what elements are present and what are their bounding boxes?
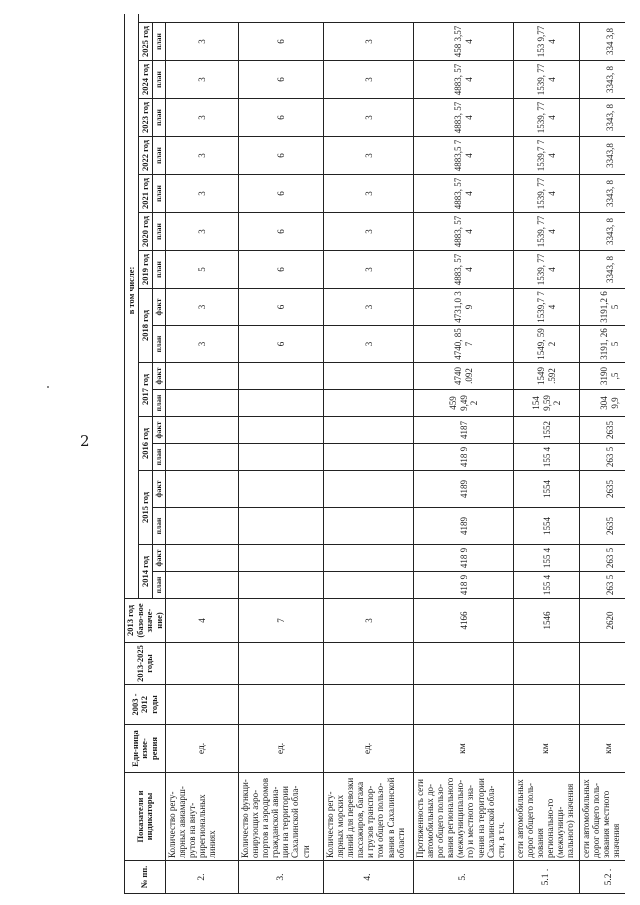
cell-plan-2018: 6 — [239, 326, 324, 363]
sub-plan-2015: план — [153, 508, 166, 545]
cell-2022: 3 — [324, 137, 414, 175]
cell-2013-2025 — [166, 643, 239, 685]
header-year-2019: 2019 год — [139, 251, 153, 289]
table-row — [239, 14, 324, 894]
sub-fact-2016: факт — [153, 417, 166, 444]
cell-plan-2016 — [239, 444, 324, 471]
cell-2024: 4883, 574 — [414, 61, 514, 99]
cell-plan-2014: 418 9 — [414, 572, 514, 599]
cell-fact-2018: 4731,0 39 — [414, 289, 514, 326]
cell-unit: ед. — [324, 725, 414, 773]
header-2013-2025: 2013-2025 годы — [125, 643, 166, 685]
cell-plan-2018: 3 — [166, 326, 239, 363]
header-year-2021: 2021 год — [139, 175, 153, 213]
cell-unit: ед. — [239, 725, 324, 773]
indicator-table-container — [124, 14, 625, 894]
cell-fact-2015: 4189 — [414, 471, 514, 508]
cell-plan-2016: 155 4 — [514, 444, 580, 471]
cell-base-2013: 2620 — [580, 599, 625, 643]
cell-2021: 3343, 8 — [580, 175, 625, 213]
header-year-2025: 2025 год — [139, 23, 153, 61]
cell-2013-2025 — [580, 643, 625, 685]
cell-plan-2017: 304 9,9 — [580, 390, 625, 417]
header-2013-base: 2013 год (базо-вое значе-ние) — [125, 599, 166, 643]
rotated-page — [124, 14, 625, 894]
cell-2003-2012 — [514, 685, 580, 725]
sub-plan-2014: план — [153, 572, 166, 599]
cell-2019: 4883, 574 — [414, 251, 514, 289]
header-year-2018: 2018 год — [139, 289, 153, 363]
cell-2013-2025 — [324, 643, 414, 685]
cell-2021: 4883, 574 — [414, 175, 514, 213]
cell-fact-2018: 3191,2 65 — [580, 289, 625, 326]
cell-fact-2017: 1549 .592 — [514, 363, 580, 390]
cell-fact-2017: 4740 .092 — [414, 363, 514, 390]
cell-2020: 4883, 574 — [414, 213, 514, 251]
cell-plan-2015 — [239, 508, 324, 545]
table-row — [414, 14, 514, 894]
sub-plan-2018: план — [153, 326, 166, 363]
cell-2022: 1539,7 74 — [514, 137, 580, 175]
cell-fact-2015 — [324, 471, 414, 508]
cell-2003-2012 — [239, 685, 324, 725]
header-year-2015: 2015 год — [139, 471, 153, 545]
cell-num: 4. — [324, 861, 414, 894]
cell-plan-2014 — [239, 572, 324, 599]
cell-2003-2012 — [166, 685, 239, 725]
cell-2024: 3343, 8 — [580, 61, 625, 99]
cell-2021: 6 — [239, 175, 324, 213]
cell-2023: 4883, 574 — [414, 99, 514, 137]
cell-fact-2014: 155 4 — [514, 545, 580, 572]
cell-fact-2016: 2635 — [580, 417, 625, 444]
cell-plan-2014: 155 4 — [514, 572, 580, 599]
header-num: № пп. — [125, 861, 166, 894]
cell-2019: 3343, 8 — [580, 251, 625, 289]
sub-fact-2015: факт — [153, 471, 166, 508]
cell-2025: 458 3,57 4 — [414, 23, 514, 61]
cell-plan-2018: 3 — [324, 326, 414, 363]
sub-fact-2014: факт — [153, 545, 166, 572]
cell-fact-2015 — [166, 471, 239, 508]
cell-plan-2015 — [324, 508, 414, 545]
cell-fact-2015 — [239, 471, 324, 508]
cell-fact-2016 — [324, 417, 414, 444]
cell-2022: 4883,5 74 — [414, 137, 514, 175]
cell-num: 2. — [166, 861, 239, 894]
cell-2022: 3343,8 — [580, 137, 625, 175]
cell-plan-2014 — [166, 572, 239, 599]
cell-base-2013: 3 — [324, 599, 414, 643]
cell-fact-2014 — [324, 545, 414, 572]
cell-2003-2012 — [580, 685, 625, 725]
cell-2023: 3 — [324, 99, 414, 137]
cell-2020: 6 — [239, 213, 324, 251]
cell-2025: 153 9,77 4 — [514, 23, 580, 61]
cell-2020: 1539, 774 — [514, 213, 580, 251]
cell-indicator: сети автомобильных дорог общего поль-зования регионально-го (межмуници-пального) значения — [514, 773, 580, 861]
scan-speck — [47, 386, 49, 388]
sub-plan-2023: план — [153, 99, 166, 137]
sub-plan-2022: план — [153, 137, 166, 175]
cell-base-2013: 1546 — [514, 599, 580, 643]
sub-fact-2018: факт — [153, 289, 166, 326]
cell-fact-2016: 1552 — [514, 417, 580, 444]
cell-2024: 3 — [166, 61, 239, 99]
cell-base-2013: 4 — [166, 599, 239, 643]
cell-plan-2016 — [324, 444, 414, 471]
cell-base-2013: 7 — [239, 599, 324, 643]
cell-2013-2025 — [239, 643, 324, 685]
cell-2025: 6 — [239, 23, 324, 61]
cell-fact-2018: 3 — [166, 289, 239, 326]
cell-fact-2016 — [239, 417, 324, 444]
cell-2003-2012 — [324, 685, 414, 725]
cell-2023: 6 — [239, 99, 324, 137]
cell-fact-2018: 1539,7 74 — [514, 289, 580, 326]
cell-indicator: Протяженность сети автомобильных до-рог общего пользо-вания регионального (межмуниципально-го) и местного зна-чения на территории Сахалинской обла-сти, в т.ч. — [414, 773, 514, 861]
cell-2019: 5 — [166, 251, 239, 289]
cell-plan-2017 — [324, 390, 414, 417]
cell-2024: 6 — [239, 61, 324, 99]
cell-2021: 1539, 774 — [514, 175, 580, 213]
cell-fact-2015: 2635 — [580, 471, 625, 508]
cell-unit: км — [414, 725, 514, 773]
cell-plan-2015 — [166, 508, 239, 545]
cell-2021: 3 — [324, 175, 414, 213]
cell-plan-2015: 2635 — [580, 508, 625, 545]
cell-plan-2018: 1549, 592 — [514, 326, 580, 363]
header-year-2022: 2022 год — [139, 137, 153, 175]
sub-plan-2025: план — [153, 23, 166, 61]
cell-unit: ед. — [166, 725, 239, 773]
cell-unit: км — [514, 725, 580, 773]
header-unit: Еди-ница изме-рения — [125, 725, 166, 773]
cell-2019: 1539, 774 — [514, 251, 580, 289]
sub-plan-2024: план — [153, 61, 166, 99]
table-row — [580, 14, 625, 894]
cell-fact-2018: 6 — [239, 289, 324, 326]
header-year-2016: 2016 год — [139, 417, 153, 471]
table-row — [514, 14, 580, 894]
cell-2024: 1539, 774 — [514, 61, 580, 99]
cell-2019: 6 — [239, 251, 324, 289]
cell-fact-2017: 3190 ,5 — [580, 363, 625, 390]
sub-plan-2020: план — [153, 213, 166, 251]
cell-2013-2025 — [514, 643, 580, 685]
cell-2023: 3 — [166, 99, 239, 137]
sub-plan-2021: план — [153, 175, 166, 213]
cell-plan-2016: 263 5 — [580, 444, 625, 471]
cell-plan-2017: 154 9,59 2 — [514, 390, 580, 417]
cell-fact-2014 — [166, 545, 239, 572]
cell-fact-2016 — [166, 417, 239, 444]
cell-indicator: сети автомобильных дорог общего поль-зования местного значения — [580, 773, 625, 861]
sub-fact-2017: факт — [153, 363, 166, 390]
sub-plan-2019: план — [153, 251, 166, 289]
cell-2019: 3 — [324, 251, 414, 289]
page-number: 2 — [80, 432, 90, 450]
header-year-2017: 2017 год — [139, 363, 153, 417]
cell-2020: 3 — [166, 213, 239, 251]
cell-2025: 334 3,8 — [580, 23, 625, 61]
cell-plan-2017: 459 9,49 2 — [414, 390, 514, 417]
cell-num: 5.2 . — [580, 861, 625, 894]
cell-plan-2015: 4189 — [414, 508, 514, 545]
cell-2025: 3 — [166, 23, 239, 61]
sub-plan-2016: план — [153, 444, 166, 471]
header-indicator: Показатели и индикаторы — [125, 773, 166, 861]
cell-base-2013: 4166 — [414, 599, 514, 643]
cell-2020: 3343, 8 — [580, 213, 625, 251]
header-year-2024: 2024 год — [139, 61, 153, 99]
cell-fact-2014: 418 9 — [414, 545, 514, 572]
cell-plan-2016: 418 9 — [414, 444, 514, 471]
table-row — [324, 14, 414, 894]
cell-fact-2017 — [166, 363, 239, 390]
cell-2023: 1539, 774 — [514, 99, 580, 137]
cell-num: 5. — [414, 861, 514, 894]
cell-plan-2018: 3191, 265 — [580, 326, 625, 363]
cell-plan-2017 — [166, 390, 239, 417]
sub-plan-2017: план — [153, 390, 166, 417]
cell-fact-2017 — [239, 363, 324, 390]
cell-2013-2025 — [414, 643, 514, 685]
cell-num: 3. — [239, 861, 324, 894]
cell-fact-2014 — [239, 545, 324, 572]
cell-fact-2016: 4187 — [414, 417, 514, 444]
cell-fact-2014: 263 5 — [580, 545, 625, 572]
cell-fact-2017 — [324, 363, 414, 390]
cell-2022: 6 — [239, 137, 324, 175]
header-year-2020: 2020 год — [139, 213, 153, 251]
cell-2021: 3 — [166, 175, 239, 213]
table-row — [166, 14, 239, 894]
cell-plan-2018: 4740, 857 — [414, 326, 514, 363]
cell-plan-2014 — [324, 572, 414, 599]
cell-indicator: Количество функци-онирующих аэро-портов и аэродромов гражданской авиа-ции на территории Сахалинской обла-сти — [239, 773, 324, 861]
cell-plan-2015: 1554 — [514, 508, 580, 545]
cell-num: 5.1 . — [514, 861, 580, 894]
cell-plan-2016 — [166, 444, 239, 471]
cell-2003-2012 — [414, 685, 514, 725]
header-2003-2012: 2003 - 2012 годы — [125, 685, 166, 725]
cell-2022: 3 — [166, 137, 239, 175]
cell-fact-2015: 1554 — [514, 471, 580, 508]
header-year-2023: 2023 год — [139, 99, 153, 137]
cell-unit: км — [580, 725, 625, 773]
cell-plan-2017 — [239, 390, 324, 417]
cell-fact-2018: 3 — [324, 289, 414, 326]
cell-2023: 3343, 8 — [580, 99, 625, 137]
cell-indicator: Количество регу-лярных авиамарш-рутов на внут-рирегиональных линиях — [166, 773, 239, 861]
indicator-table — [124, 14, 625, 894]
cell-2025: 3 — [324, 23, 414, 61]
cell-plan-2014: 263 5 — [580, 572, 625, 599]
cell-indicator: Количество регу-лярных морских линий для перевозки пассажиров, багажа и грузов транспор-том общего пользо-вания в Сахалинской области — [324, 773, 414, 861]
header-year-2014: 2014 год — [139, 545, 153, 599]
cell-2024: 3 — [324, 61, 414, 99]
header-in-total: в том числе: — [125, 14, 139, 599]
cell-2020: 3 — [324, 213, 414, 251]
